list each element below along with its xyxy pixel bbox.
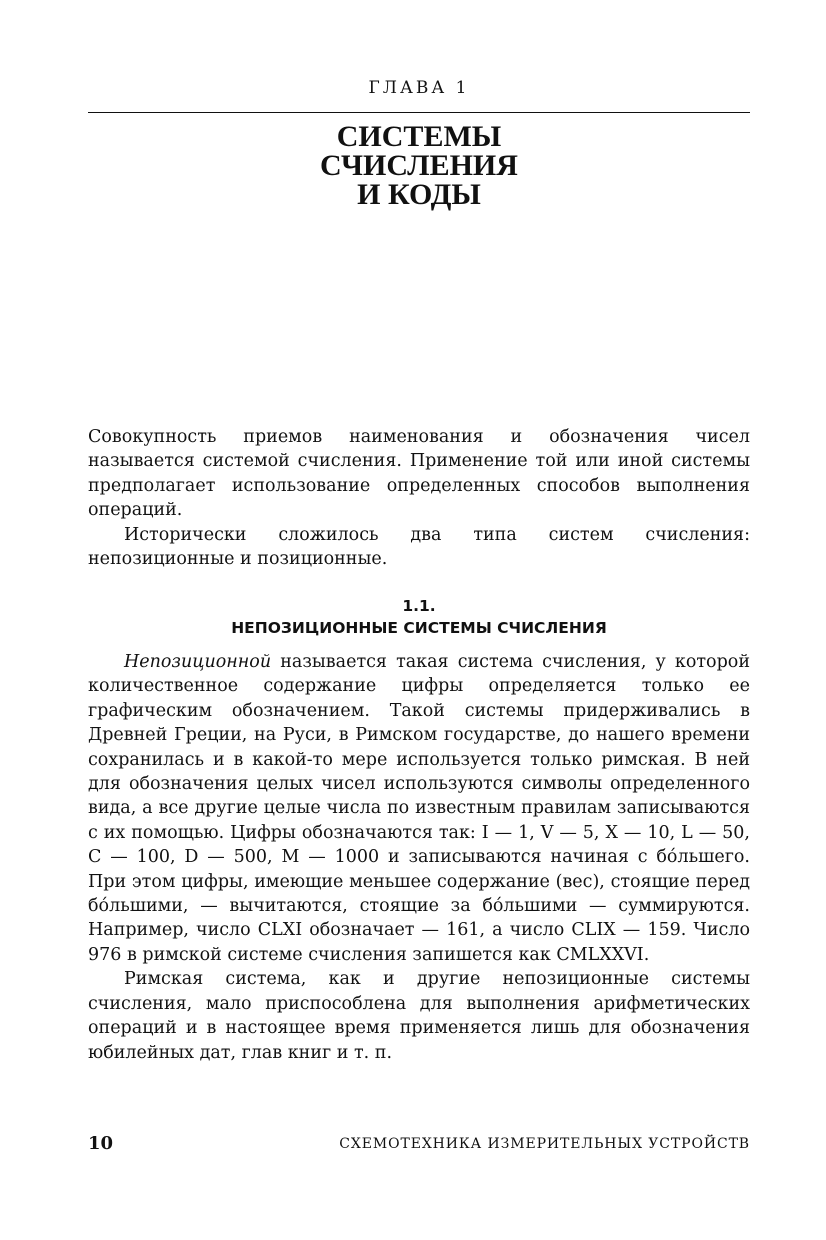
intro-paragraph: Совокупность приемов наименования и обозначения чисел называется системой счисления. Применение той или иной системы предполагает использование определенных способов выполнения операций.	[88, 427, 750, 521]
chapter-label: ГЛАВА 1	[368, 78, 470, 98]
term-nonpositional: Непозиционной	[124, 652, 272, 672]
chapter-title-line: И КОДЫ	[357, 178, 481, 211]
section-paragraph	[88, 650, 750, 967]
section-number: 1.1.	[402, 597, 436, 615]
page-number: 10	[88, 1133, 114, 1154]
definition-text: называется такая система счисления, у которой количественное содержание цифры определяется только ее графическим обозначением. Такой системы придерживались в Древней Греции, на Руси, в Римском государстве, до нашего времени сохранилась и в какой-то мере используется только римская. В ней для обозначения целых чисел используются символы определенного вида, а все другие целые числа по известным правилам записываются с их помощью. Цифры обозначаются так: I — 1, V — 5, X — 10, L — 50, C — 100, D — 500, M — 1000 и записываются начиная с бóльшего. При этом цифры, имеющие меньшее содержание (вес), стоящие перед бóльшими, — вычитаются, стоящие за бóльшими — суммируются. Например, число CLXI обозначает — 161, а число CLIX — 159. Число 976 в римской системе счисления запишется как CMLXXVI.	[88, 652, 750, 965]
section-text	[88, 650, 750, 1065]
section-heading	[88, 595, 750, 639]
book-page	[88, 0, 750, 1240]
header-rule	[88, 112, 750, 113]
chapter-title	[88, 122, 750, 209]
section-paragraph: Римская система, как и другие непозиционные системы счисления, мало приспособлена для выполнения арифметических операций и в настоящее время применяется лишь для обозначения юбилейных дат, глав книг и т. п.	[88, 969, 750, 1063]
running-title: СХЕМОТЕХНИКА ИЗМЕРИТЕЛЬНЫХ УСТРОЙСТВ	[339, 1136, 750, 1152]
chapter-title-line: СЧИСЛЕНИЯ	[320, 149, 518, 182]
intro-paragraph: Исторически сложилось два типа систем счисления: непозиционные и позиционные.	[88, 524, 750, 570]
chapter-title-line: СИСТЕМЫ	[336, 120, 502, 153]
intro-text	[88, 425, 750, 571]
section-title: НЕПОЗИЦИОННЫЕ СИСТЕМЫ СЧИСЛЕНИЯ	[231, 619, 607, 637]
page-footer	[88, 1133, 750, 1159]
